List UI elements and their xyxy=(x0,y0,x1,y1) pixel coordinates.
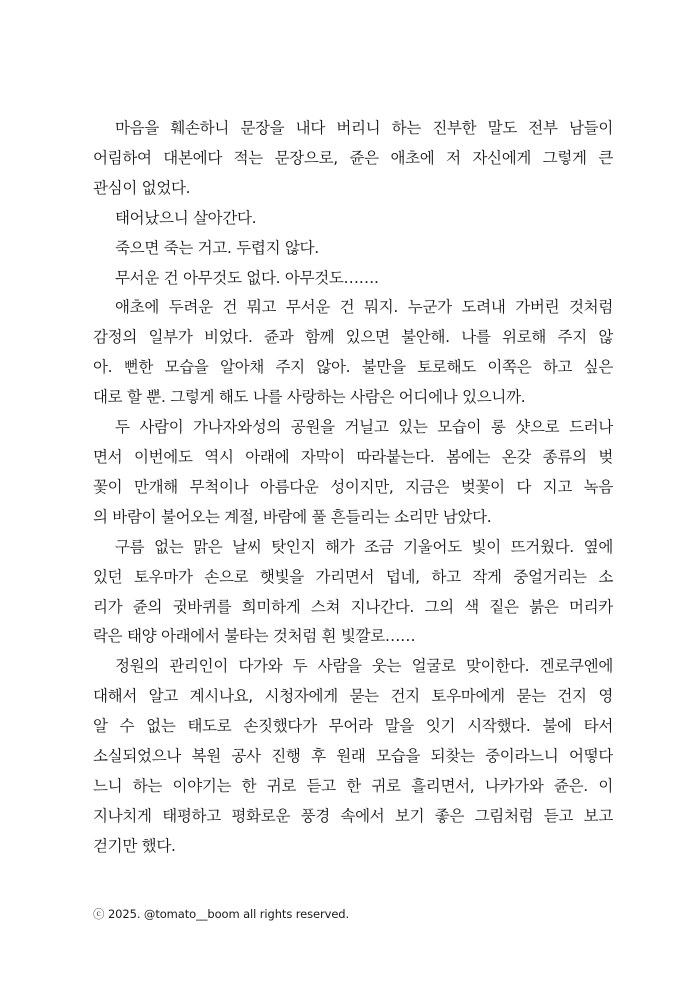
text-line: 구름 없는 맑은 날씨 탓인지 해가 조금 기울어도 빛이 뜨거웠다. 옆에 xyxy=(115,537,613,556)
text-line: 어림하여 대본에다 적는 문장으로, 쥰은 애초에 저 자신에게 그렇게 큰 xyxy=(93,148,613,167)
text-line: 애초에 두려운 건 뭐고 무서운 건 뭐지. 누군가 도려내 가버린 것처럼 xyxy=(115,298,613,317)
text-line: 정원의 관리인이 다가와 두 사람을 웃는 얼굴로 맞이한다. 겐로쿠엔에 xyxy=(115,657,613,676)
text-line: 지나치게 태평하고 평화로운 풍경 속에서 보기 좋은 그림처럼 듣고 보고 xyxy=(93,806,613,825)
text-line: 알 수 없는 태도로 손짓했다가 무어라 말을 잇기 시작했다. 불에 타서 xyxy=(93,717,613,736)
text-line: 리가 쥰의 귓바퀴를 희미하게 스쳐 지나간다. 그의 색 짙은 붉은 머리카 xyxy=(93,597,613,616)
text-line: 면서 이번에도 역시 아래에 자막이 따라붙는다. 봄에는 온갖 종류의 벚 xyxy=(93,447,613,466)
text-line: 느니 하는 이야기는 한 귀로 듣고 한 귀로 흘리면서, 나카가와 쥰은. 이 xyxy=(93,776,613,795)
copyright-notice: ⓒ 2025. @tomato__boom all rights reserved. xyxy=(93,907,350,921)
text-line: 관심이 없었다. xyxy=(93,178,191,197)
paragraph xyxy=(93,264,613,294)
text-line: 대로 할 뿐. 그렇게 해도 나를 사랑하는 사람은 어디에나 있으니까. xyxy=(93,388,526,407)
text-line: 대해서 알고 계시나요, 시청자에게 묻는 건지 토우마에게 묻는 건지 영 xyxy=(93,687,613,706)
paragraph xyxy=(93,293,613,413)
paragraph xyxy=(93,652,613,861)
body-text xyxy=(93,114,613,862)
text-line: 걷기만 했다. xyxy=(93,836,176,855)
paragraph xyxy=(93,533,613,653)
text-line: 락은 태양 아래에서 불타는 것처럼 흰 빛깔로…… xyxy=(93,627,416,646)
text-line: 소실되었으나 복원 공사 진행 후 원래 모습을 되찾는 중이라느니 어떻다 xyxy=(93,747,613,766)
text-line: 있던 토우마가 손으로 햇빛을 가리면서 덥네, 하고 작게 중얼거리는 소 xyxy=(93,567,613,586)
text-line: 죽으면 죽는 거고. 두렵지 않다. xyxy=(115,238,319,257)
text-line: 의 바람이 불어오는 계절, 바람에 풀 흔들리는 소리만 남았다. xyxy=(93,507,492,526)
paragraph xyxy=(93,114,613,204)
paragraph xyxy=(93,204,613,234)
paragraph xyxy=(93,413,613,533)
text-line: 꽃이 만개해 무척이나 아름다운 성이지만, 지금은 벚꽃이 다 지고 녹음 xyxy=(93,477,613,496)
text-line: 감정의 일부가 비었다. 쥰과 함께 있으면 불안해. 나를 위로해 주지 않 xyxy=(93,328,613,347)
text-line: 두 사람이 가나자와성의 공원을 거닐고 있는 모습이 롱 샷으로 드러나 xyxy=(115,418,613,437)
text-line: 마음을 훼손하니 문장을 내다 버리니 하는 진부한 말도 전부 남들이 xyxy=(115,119,613,137)
text-line: 아. 뻔한 모습을 알아채 주지 않아. 불만을 토로해도 이쪽은 하고 싶은 xyxy=(93,358,613,377)
text-line: 무서운 건 아무것도 없다. 아무것도……. xyxy=(115,268,379,287)
text-line: 태어났으니 살아간다. xyxy=(115,208,257,227)
paragraph xyxy=(93,234,613,264)
